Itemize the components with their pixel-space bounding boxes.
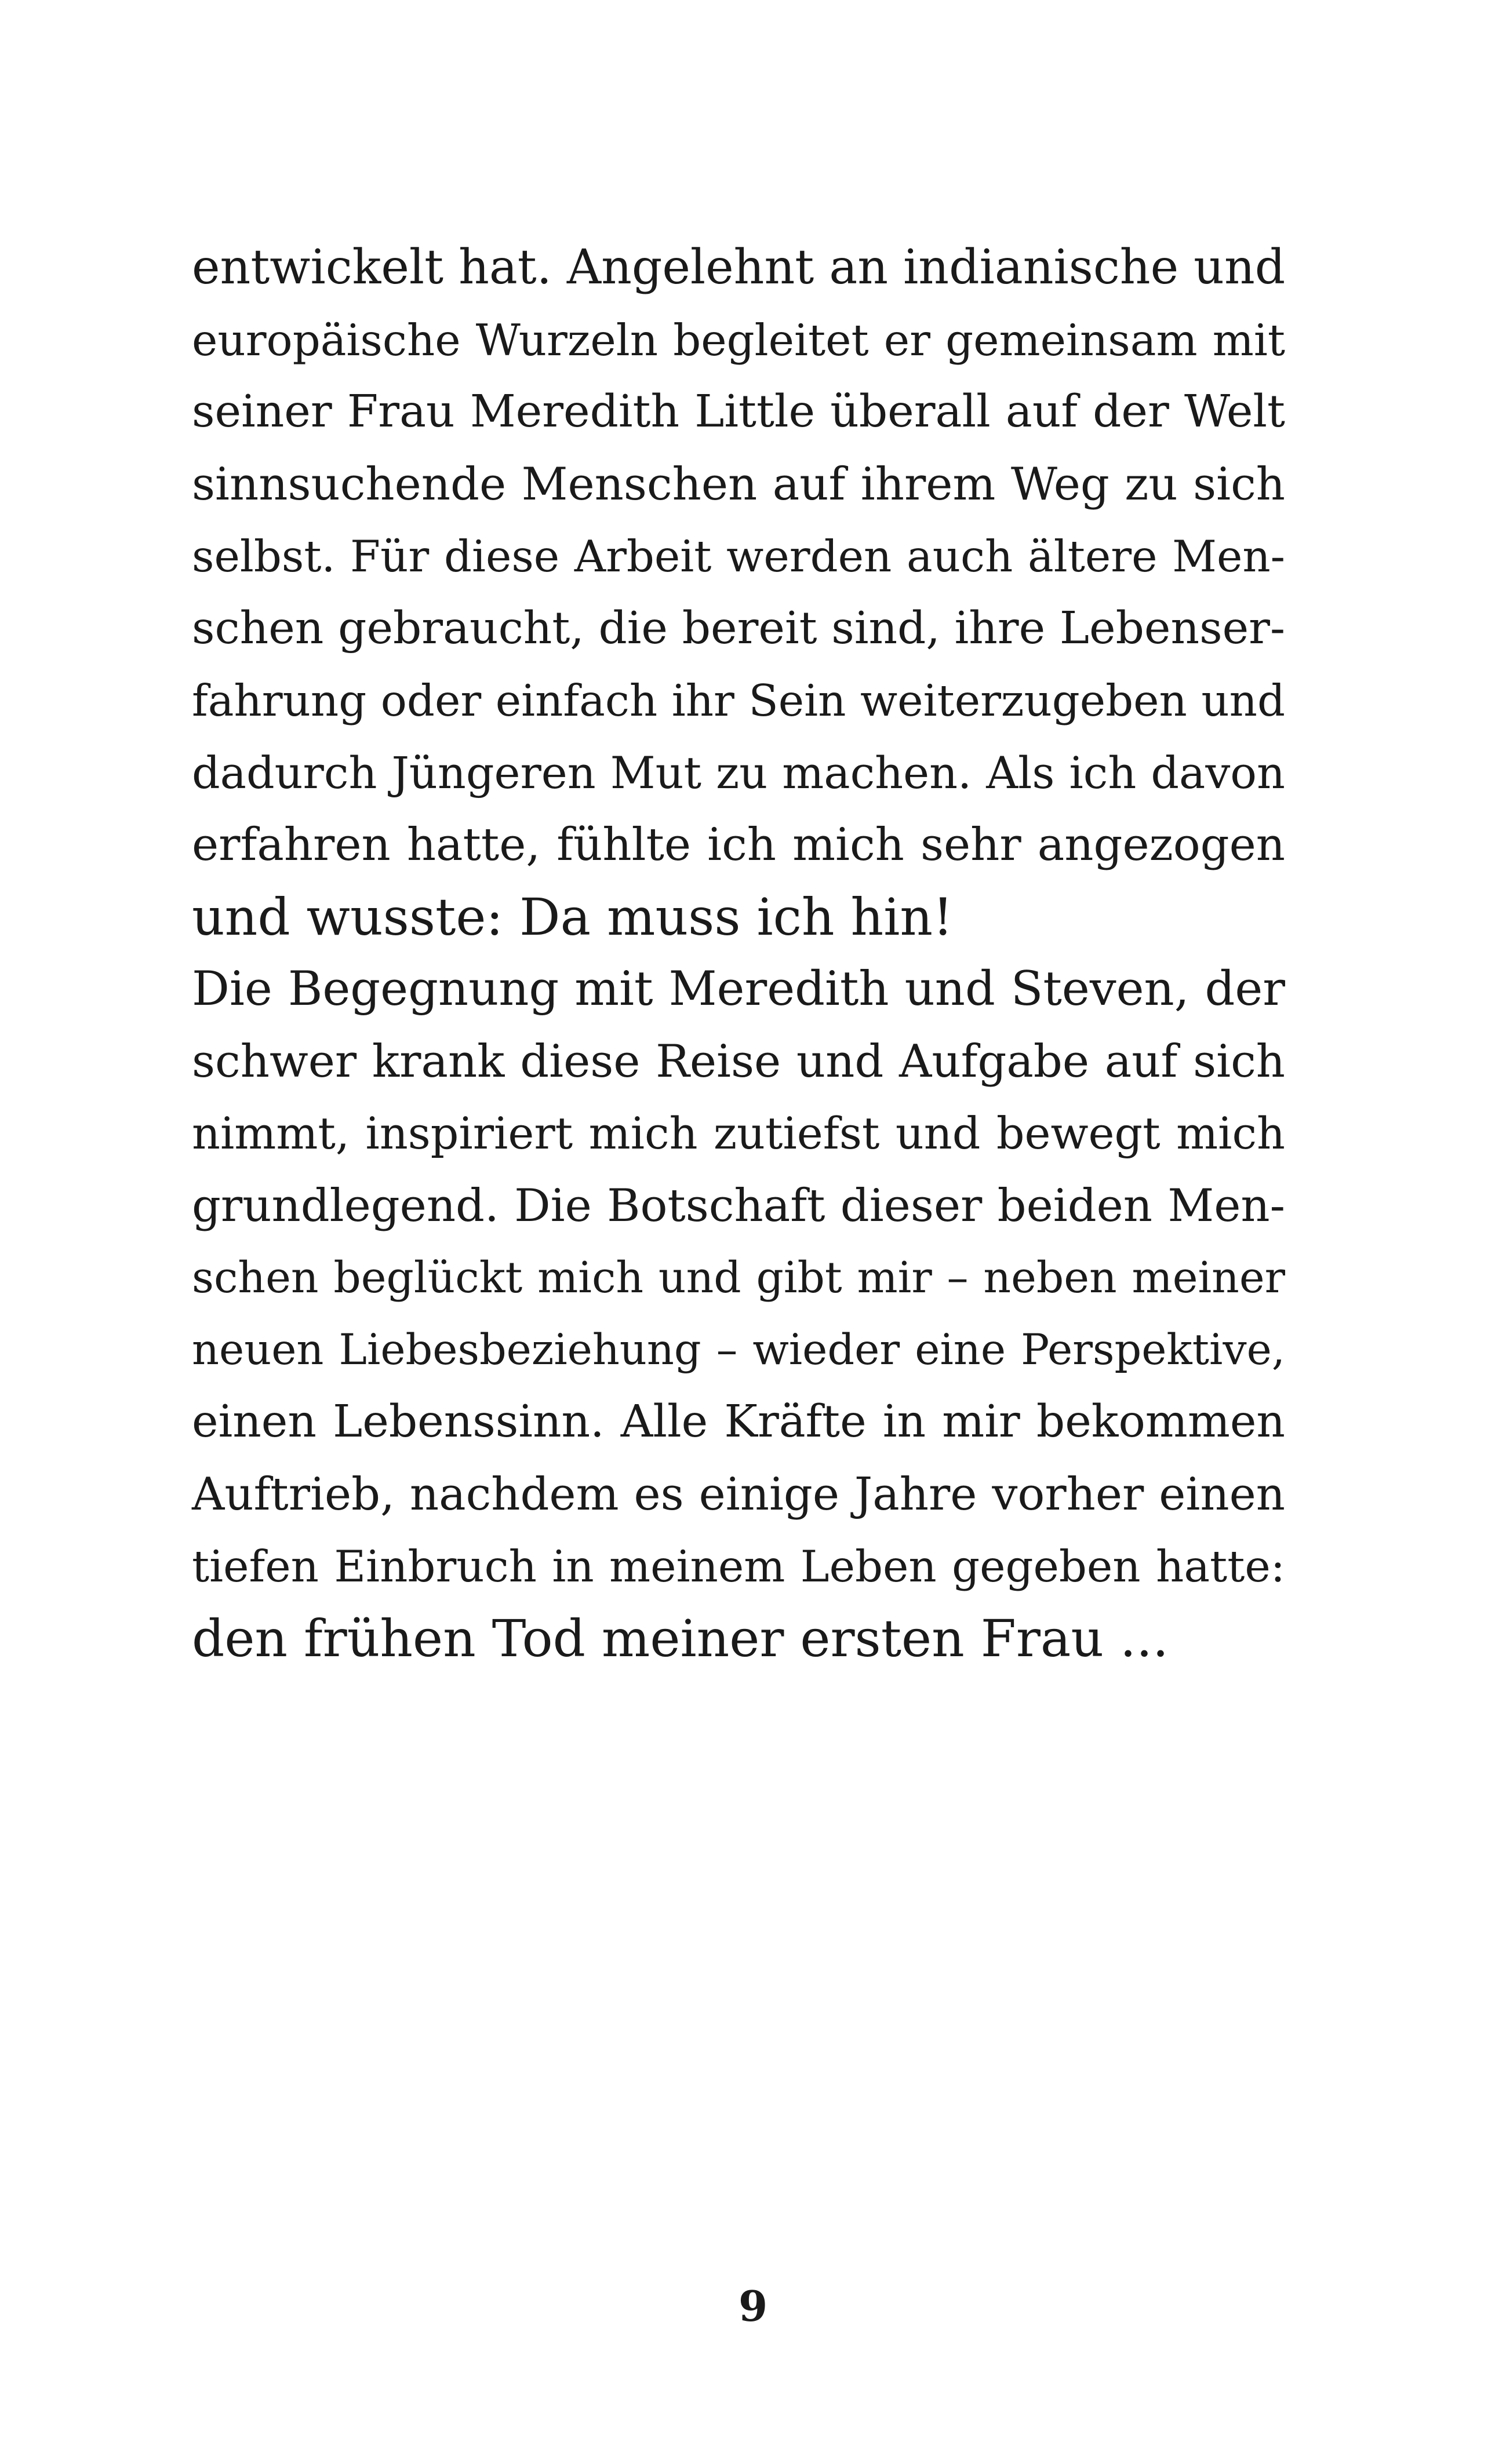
page-number: 9 (738, 2281, 768, 2331)
text-line: nimmt, inspiriert mich zutiefst und bewegt mich (192, 1107, 1285, 1159)
text-line: europäische Wurzeln begleitet er gemeinsam mit (192, 314, 1285, 366)
text-line: seiner Frau Meredith Little überall auf der Welt (192, 386, 1285, 438)
text-line: einen Lebenssinn. Alle Kräfte in mir bekommen (192, 1396, 1285, 1448)
text-line: dadurch Jüngeren Mut zu machen. Als ich davon (192, 746, 1285, 799)
text-line: erfahren hatte, fühlte ich mich sehr angezogen (192, 819, 1285, 871)
text-line: und wusste: Da muss ich hin! (192, 887, 954, 947)
text-line: fahrung oder einfach ihr Sein weiterzugeben und (192, 675, 1285, 726)
text-line: schwer krank diese Reise und Aufgabe auf sich (192, 1035, 1285, 1088)
text-line: neuen Liebesbeziehung – wieder eine Perspektive, (192, 1325, 1285, 1375)
paragraph-2 (192, 953, 1285, 1675)
text-line: grundlegend. Die Botschaft dieser beiden Men- (192, 1179, 1285, 1232)
text-line: Die Begegnung mit Meredith und Steven, der (192, 962, 1285, 1016)
text-line: Auftrieb, nachdem es einige Jahre vorher einen (192, 1468, 1285, 1521)
text-line: schen beglückt mich und gibt mir – neben meiner (192, 1253, 1285, 1303)
text-line: schen gebraucht, die bereit sind, ihre Lebenser- (192, 602, 1285, 654)
body-text (192, 232, 1285, 1675)
text-line: entwickelt hat. Angelehnt an indianische und (192, 240, 1286, 295)
text-line: selbst. Für diese Arbeit werden auch ältere Men- (192, 531, 1285, 582)
text-line: tiefen Einbruch in meinem Leben gegeben hatte: (192, 1541, 1285, 1592)
paragraph-1 (192, 232, 1285, 953)
text-line: sinnsuchende Menschen auf ihrem Weg zu sich (192, 458, 1285, 511)
text-line: den frühen Tod meiner ersten Frau ... (192, 1608, 1169, 1668)
